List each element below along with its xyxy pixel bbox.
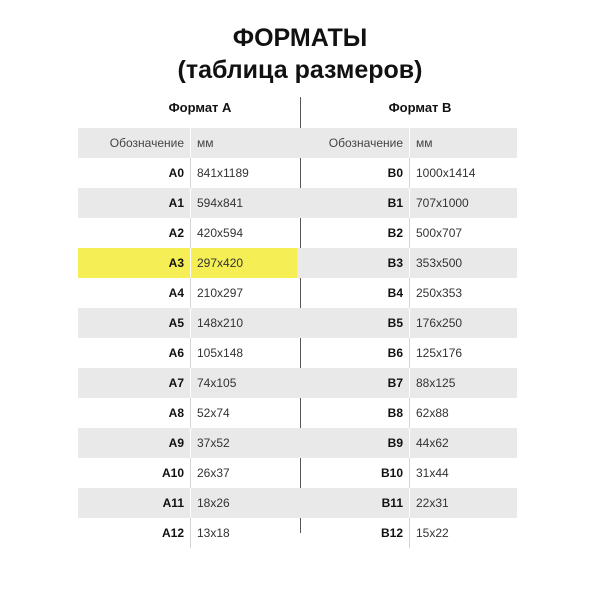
format-a-row-a1 [78, 188, 298, 218]
format-b-row-b6 [297, 338, 517, 368]
format-b-row-b12 [297, 518, 517, 548]
format-a-size: 13x18 [197, 526, 230, 540]
format-a-row-a11 [78, 488, 298, 518]
page-subtitle: (таблица размеров) [177, 56, 423, 84]
format-a-row-a7 [78, 368, 298, 398]
format-b-code: B0 [387, 166, 403, 180]
format-a-size: 74x105 [197, 376, 237, 390]
format-a-code: A6 [168, 346, 184, 360]
format-b-code: B10 [380, 466, 403, 480]
format-a-table [78, 128, 298, 548]
format-a-code: A1 [168, 196, 184, 210]
format-b-code: B9 [387, 436, 403, 450]
format-b-code: B6 [387, 346, 403, 360]
format-b-size: 31x44 [416, 466, 449, 480]
format-b-code: B2 [387, 226, 403, 240]
format-a-row-a12 [78, 518, 298, 548]
format-b-row-b11 [297, 488, 517, 518]
format-a-code: A3 [168, 256, 184, 270]
format-a-size: 26x37 [197, 466, 230, 480]
format-a-size: 148x210 [197, 316, 244, 330]
format-b-code: B11 [381, 496, 403, 510]
format-b-code: B12 [380, 526, 403, 540]
format-a-size: 105x148 [197, 346, 244, 360]
format-b-size: 44x62 [416, 436, 449, 450]
format-b-size: 250x353 [416, 286, 463, 300]
format-a-code: A0 [168, 166, 184, 180]
page-title: ФОРМАТЫ [232, 24, 368, 52]
format-a-size: 420x594 [197, 226, 244, 240]
format-b-size: 88x125 [416, 376, 456, 390]
format-b-row-b2 [297, 218, 517, 248]
format-b-row-b9 [297, 428, 517, 458]
format-b-size: 176x250 [416, 316, 463, 330]
format-b-size: 1000x1414 [416, 166, 476, 180]
format-b-row-b8 [297, 398, 517, 428]
format-b-row-b0 [297, 158, 517, 188]
format-a-code: A7 [168, 376, 184, 390]
format-b-code: B3 [387, 256, 403, 270]
format-a-size: 841x1189 [197, 166, 249, 180]
format-b-row-b1 [297, 188, 517, 218]
format-a-header-row [78, 128, 298, 158]
format-a-size: 37x52 [197, 436, 230, 450]
format-b-row-b3 [297, 248, 517, 278]
format-a-size: 52x74 [197, 406, 230, 420]
format-a-code: A5 [168, 316, 184, 330]
format-a-row-a5 [78, 308, 298, 338]
format-a-row-a2 [78, 218, 298, 248]
format-b-col-code: Обозначение [328, 136, 403, 150]
format-a-code: A2 [168, 226, 184, 240]
format-a-size: 18x26 [197, 496, 230, 510]
format-a-row-a6 [78, 338, 298, 368]
format-a-code: A10 [161, 466, 184, 480]
format-a-col-code: Обозначение [109, 136, 184, 150]
format-b-code: B7 [387, 376, 403, 390]
format-a-row-a4 [78, 278, 298, 308]
format-a-row-a0 [78, 158, 298, 188]
format-a-code: A9 [168, 436, 184, 450]
format-b-size: 22x31 [416, 496, 449, 510]
format-a-code: A8 [168, 406, 184, 420]
format-b-size: 353x500 [416, 256, 463, 270]
format-b-header-row [297, 128, 517, 158]
format-b-col-size: мм [416, 136, 433, 150]
format-b-row-b7 [297, 368, 517, 398]
format-a-title: Формат А [168, 100, 232, 115]
format-b-size: 707x1000 [416, 196, 469, 210]
format-b-code: B8 [387, 406, 403, 420]
format-b-row-b5 [297, 308, 517, 338]
format-a-size: 210x297 [197, 286, 244, 300]
format-b-row-b4 [297, 278, 517, 308]
format-a-row-a10 [78, 458, 298, 488]
format-a-code: A11 [162, 496, 184, 510]
format-a-size: 594x841 [197, 196, 244, 210]
format-a-code: A12 [161, 526, 184, 540]
format-a-code: A4 [168, 286, 184, 300]
format-a-size: 297x420 [197, 256, 244, 270]
format-a-row-a3 [78, 248, 298, 278]
format-b-size: 62x88 [416, 406, 449, 420]
format-b-size: 125x176 [416, 346, 463, 360]
format-b-size: 15x22 [416, 526, 449, 540]
format-b-code: B1 [387, 196, 403, 210]
format-b-code: B4 [387, 286, 403, 300]
format-b-row-b10 [297, 458, 517, 488]
format-a-col-size: мм [197, 136, 214, 150]
format-b-code: B5 [387, 316, 403, 330]
format-a-row-a8 [78, 398, 298, 428]
format-b-table [297, 128, 517, 548]
format-b-title: Формат В [388, 100, 452, 115]
format-a-row-a9 [78, 428, 298, 458]
format-b-size: 500x707 [416, 226, 463, 240]
